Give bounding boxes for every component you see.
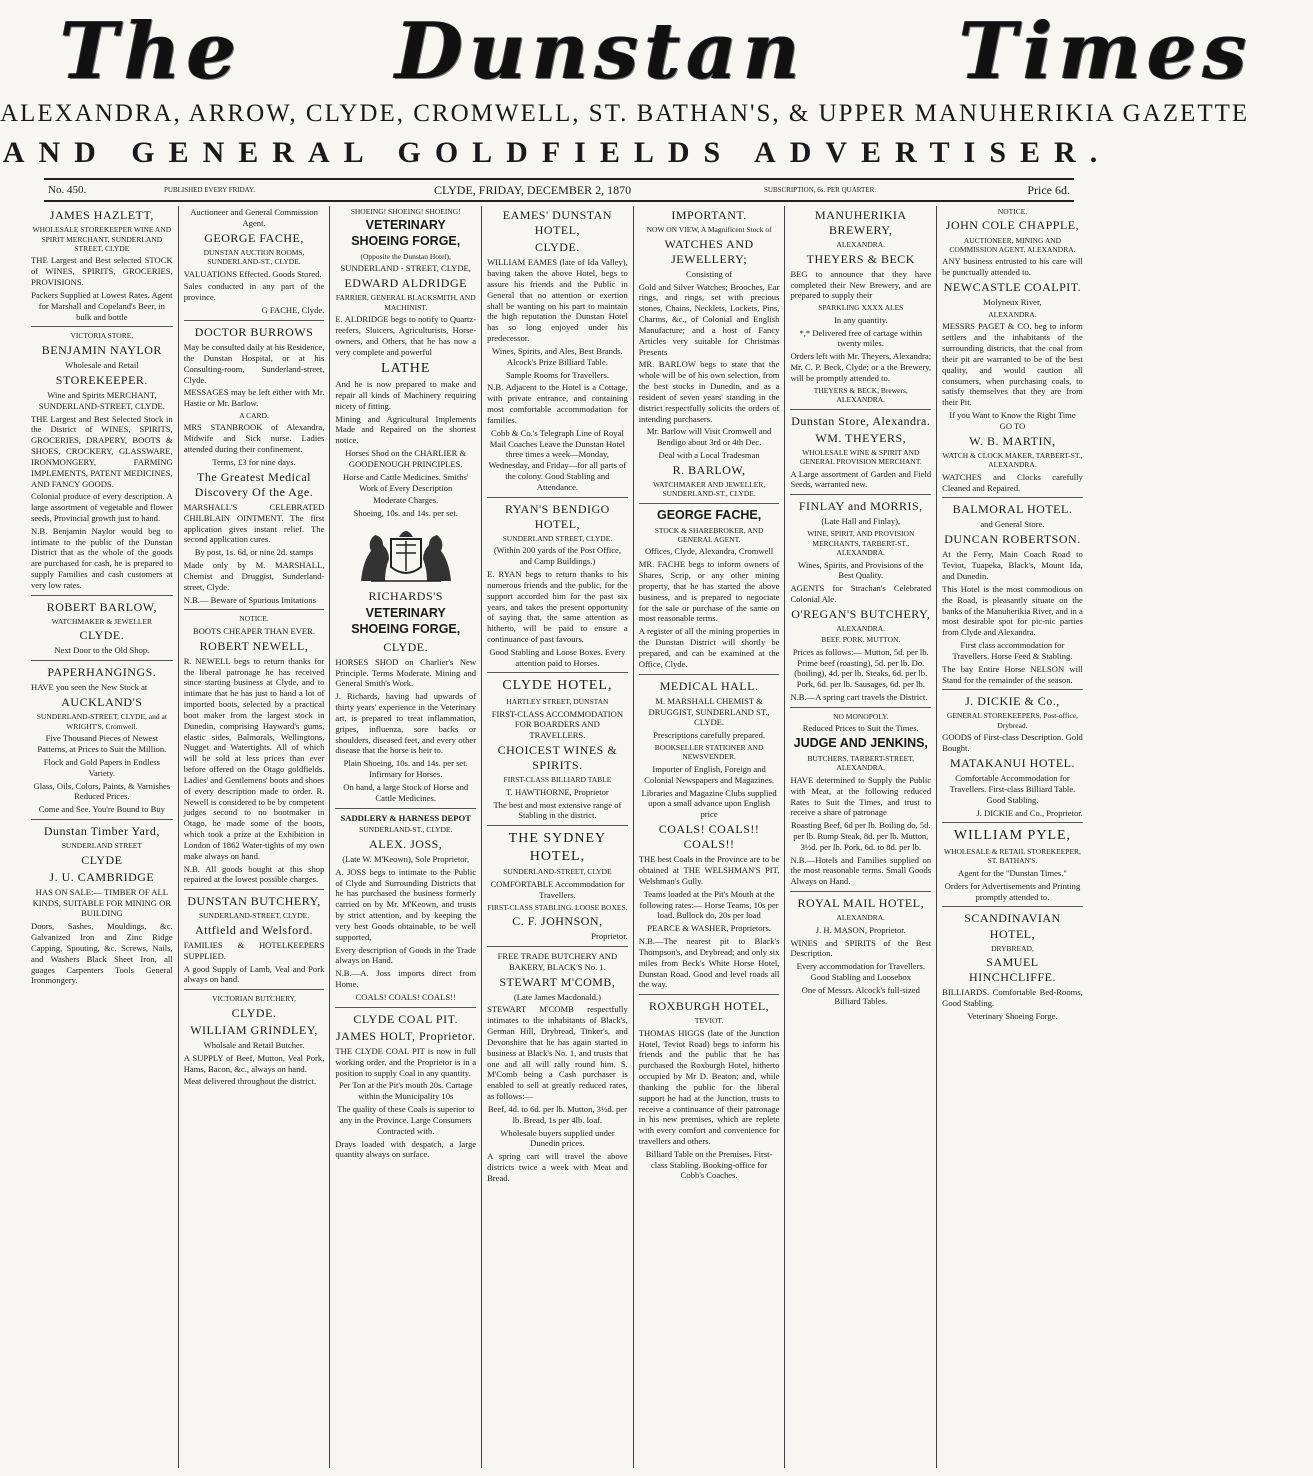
advert-text: J. Richards, having had upwards of thirty years' experience in the Veterinary art, is prepared to treat inflammation, gripes, influenza, sore backs or shoulders, diseased feet, and every other disease that the horse is heir to. [335, 691, 477, 756]
advert-text: ROBERT BARLOW, [46, 599, 157, 614]
subscription-rate: SUBSCRIPTION, 6s. PER QUARTER. [764, 186, 876, 194]
advert-text: MATAKANUI HOTEL. [949, 756, 1075, 770]
advert-text: NOW ON VIEW, A Magnificent Stock of [646, 225, 772, 235]
column-rule [184, 320, 325, 321]
advert-text: Wholsale and Retail Butcher. [203, 1039, 305, 1050]
advert-text: Per Ton at the Pit's mouth 20s. Cartage within the Municipality 10s [338, 1080, 473, 1102]
advert-text: MARSHALL'S CELEBRATED CHILBLAIN OINTMENT. The first application gives instant relief. The second application cures. [183, 502, 325, 545]
advert-text: Sample Rooms for Travellers. [505, 369, 609, 380]
advert-text: Orders left with Mr. Theyers, Alexandra; Mr. C. P. Beck, Clyde; or a the Brewery, will be promptly attended to. [790, 351, 932, 383]
advert-text: Agent for the "Dunstan Times." [957, 867, 1067, 878]
advert-text: VETERINARY SHOEING FORGE, [351, 218, 461, 249]
advert-text: Deal with a Local Tradesman [658, 450, 760, 461]
advert-text: Beef, 4d. to 6d. per lb. Mutton, 3½d. per lb. Bread, 1s per 4lb. loaf. [487, 1103, 627, 1125]
advert-text: Plain Shoeing, 10s. and 14s. per set. Infirmary for Horses. [343, 758, 468, 780]
advert-text: ALEXANDRA. [836, 240, 886, 250]
advert-text: STEWART M'COMB respectfully intimates to the inhabitants of Black's, German Hill, Drybread, Tinker's, and Devonshire that he has again started in business at Black's No. 1, and trusts that one and all will rally round him. S. M'Comb being a Cash purchaser is enabled to sell at greatly reduced rates, as follows:— [487, 1004, 628, 1102]
advert-text: Packers Supplied at Lowest Rates. Agent for Marshall and Copeland's Beer, in bulk and bottle [31, 289, 173, 322]
advert-text: SAMUEL HINCHCLIFFE. [968, 955, 1056, 985]
advert-text: Wines, Spirits, and Ales, Best Brands. Alcock's Prize Billiard Table. [492, 345, 623, 367]
advert-text: WATCH & CLOCK MAKER, TARBERT-ST., ALEXANDRA. [942, 450, 1083, 470]
advert-text: Dunstan Store, Alexandra. [791, 413, 931, 428]
advert-text: Wholesale buyers supplied under Dunedin prices. [500, 1127, 615, 1149]
advert-text: E. RYAN begs to return thanks to his numerous friends and the public, for the support accorded him for the past six years, and takes the present opportunity of saying that, the same attention as hitherto, will be paid to ensure a continuance of past favours. [487, 569, 628, 644]
advert-text: Good Stabling and Loose Boxes. Every attention paid to Horses. [489, 646, 626, 668]
advert-text: SUNDERLAND-ST., CLYDE. [359, 825, 453, 835]
advert-text: Offices, Clyde, Alexandra, Cromwell [644, 546, 774, 557]
advert-text: M. MARSHALL CHEMIST & DRUGGIST, SUNDERLAND ST., CLYDE. [648, 695, 770, 728]
advert-text: AUCTIONEER, MINING AND COMMISSION AGENT, ALEXANDRA. [949, 235, 1076, 254]
advert-text: Mr. Barlow will Visit Cromwell and Bendigo about 3rd or 4th Dec. [646, 426, 772, 448]
advert-text: WILLIAM PYLE, [953, 828, 1072, 844]
advert-text: and General Store. [980, 519, 1045, 530]
column-rule [790, 891, 931, 892]
advert-text: DOCTOR BURROWS [194, 324, 314, 339]
advert-text: WHOLESALE WINE & SPIRIT AND GENERAL PROVISION MERCHANT. [799, 447, 922, 467]
advert-text: N.B.—A spring cart travels the District. [790, 692, 928, 703]
column-rule [335, 808, 476, 809]
advert-text: Horses Shod on the CHARLIER & GOODENOUGH PRINCIPLES. [345, 448, 467, 469]
advert-text: JUDGE AND JENKINS, [793, 736, 928, 751]
advert-text: O'REGAN'S BUTCHERY, [791, 606, 931, 621]
column-rule [942, 689, 1083, 690]
advert-text: COMFORTABLE Accommodation for Travellers. [490, 878, 625, 900]
advert-text: FIRST-CLASS BILLIARD TABLE [503, 775, 612, 785]
issue-price: Price 6d. [1027, 183, 1070, 197]
column-rule [942, 497, 1083, 498]
advert-text: DUNSTAN BUTCHERY, [187, 894, 321, 909]
advert-text: Reduced Prices to Suit the Times. [802, 723, 919, 734]
advert-text: In any quantity. [833, 314, 888, 325]
advert-text: CLYDE. [79, 628, 125, 643]
advert-text: MEDICAL HALL. [659, 678, 759, 693]
advert-text: N.B. Benjamin Naylor would beg to intimate to the public of the Dunstan District that as the whole of the goods are purchased for cash, he is prepared to supply Families and cash customers at very low rates. [31, 525, 173, 590]
advert-text: GOODS of First-class Description. Gold Bought. [942, 732, 1083, 754]
advert-text: Consisting of [686, 268, 733, 279]
advert-text: (Late James Macdonald.) [513, 991, 601, 1002]
masthead-word-1: The [60, 6, 243, 97]
masthead-word-2: Dunstan [395, 6, 806, 97]
advert-text: ALEXANDRA. [836, 623, 886, 633]
column-5 [633, 206, 785, 1468]
advert-text: AUCKLAND'S [61, 695, 143, 710]
advert-text: N.B.—A. Joss imports direct from Home. [335, 968, 477, 990]
advert-text: A spring cart will travel the above districts twice a week with Meat and Bread. [487, 1151, 628, 1183]
column-4 [481, 206, 633, 1468]
advert-text: NOTICE. [239, 614, 269, 624]
advert-text: Gold and Silver Watches; Brooches, Ear rings, and rings, set with precious stones, Chains, Necklets, Lockets, Pins, Charms, &c., of Colonial and English Manufacture; and a host of Fancy Articles very suitable for Christmas Presents [638, 281, 780, 357]
column-rule [790, 494, 931, 495]
advert-text: A SUPPLY of Beef, Mutton, Veal Pork, Hams, Bacon, &c., always on hand. [183, 1052, 325, 1074]
advert-text: NOTICE. [997, 207, 1028, 216]
advert-text: WILLIAM GRINDLEY, [190, 1022, 318, 1037]
advert-text: WHOLESALE & RETAIL STOREKEEPER, ST. BATHAN'S. [944, 847, 1081, 866]
advert-text: Wine and Spirits MERCHANT, SUNDERLAND-STREET, CLYDE. [38, 389, 165, 411]
advert-text: Cobb & Co.'s Telegraph Line of Royal Mail Coaches Leave the Dunstan Hotel three times a week—Monday, Wednesday, and Friday—for all parts of the colony. Good Stabling and Attendance. [488, 427, 627, 492]
advert-text: (Late W. M'Keown), Sole Proprietor, [342, 853, 470, 864]
advert-text: NO MONOPOLY. [833, 711, 889, 721]
column-rule [184, 989, 325, 990]
advert-text: C. F. JOHNSON, [512, 913, 603, 928]
advert-text: PEARCE & WASHER, Proprietors. [647, 923, 771, 934]
column-1 [26, 206, 178, 1468]
advert-text: Glass, Oils, Colors, Paints, & Varnishes Reduced Prices. [33, 780, 171, 802]
advert-text: VICTORIAN BUTCHERY, [212, 994, 296, 1004]
advert-text: At the Ferry, Main Coach Road to Teviot, Tuapeka, Black's, Mount Ida, and Dunedin. [942, 549, 1083, 582]
advert-text: The bay Entire Horse NELSON will Stand for the remainder of the season. [942, 663, 1083, 685]
advert-text: CLYDE. [231, 1005, 277, 1020]
advert-text: BEEF. PORK. MUTTON. [821, 635, 901, 645]
advert-text: A Large assortment of Garden and Field Seeds, warranted new. [790, 468, 932, 490]
advert-text: CLYDE. [535, 240, 580, 255]
advert-text: THE Largest and Best Selected Stock in the District of WINES, SPIRITS, GROCERIES, DRAPERY, BOOTS & SHOES, CROCKERY, GLASSWARE, IRONMONGERY, FARMING IMPLEMENTS, PATENT MEDICINES, AND FANCY GOODS. [31, 413, 173, 489]
advert-text: WATCHES and Clocks carefully Cleaned and Repaired. [942, 471, 1083, 493]
column-rule [639, 503, 780, 504]
advert-text: VICTORIA STORE, [70, 331, 134, 341]
advert-text: Colonial produce of every description. A large assortment of vegetable and flower seeds, Provincial growth just to hand. [31, 491, 173, 523]
advert-text: ANY business entrusted to his care will be punctually attended to. [942, 256, 1083, 278]
advert-text: CLYDE COAL PIT. [353, 1011, 459, 1026]
masthead-word-3: Times [958, 6, 1253, 97]
masthead-subtitle-2: AND GENERAL GOLDFIELDS ADVERTISER. [2, 136, 1112, 169]
advert-text: One of Messrs. Alcock's full-sized Billiard Tables. [801, 984, 920, 1006]
advert-text: A CARD. [239, 411, 269, 421]
advert-text: Every description of Goods in the Trade always on Hand. [335, 944, 477, 966]
column-rule [487, 497, 628, 498]
advert-text: WM. THEYERS, [815, 430, 907, 445]
advert-text: R. NEWELL begs to return thanks for the liberal patronage he has received since starting business at Clyde, and to intimate that he has just to hand a lot of imported boots, selected by a practical boot maker from the largest stock in Dunedin, comprising Hayward's gums, elastic sides, Balmorals, Wellingtons, Nugget and Watertights. All of which will be sold at less prices than ever before offered on the Otago goldfields. Ladies' and Gentlemens' boots and shoes of every description made to order. R. Newell is considered to be by competent judges second to no bootmaker in Otago, he made some of the boots, which took a prize at the Exhibition in London of 1862 Water-tights of my own make always on hand. [183, 655, 325, 861]
advert-text: N.B. All goods bought at this shop repaired at the lowest possible charges. [183, 863, 325, 885]
column-rule [942, 822, 1083, 823]
advert-text: VALUATIONS Effected. Goods Stored. [183, 268, 322, 279]
advert-text: HAVE you seen the New Stock at [31, 682, 148, 693]
column-rule [184, 889, 325, 890]
advert-text: Proprietor. [591, 931, 628, 942]
column-rule [31, 660, 173, 661]
advert-text: N.B.— Beware of Spurious Imitations [183, 594, 316, 605]
advert-text: BOOTS CHEAPER THAN EVER. [192, 625, 316, 636]
advert-text: SADDLERY & HARNESS DEPOT [340, 812, 471, 823]
advert-text: Five Thousand Pieces of Newest Patterns, at Prices to Suit the Million. [37, 733, 167, 755]
advert-text: If you Want to Know the Right Time GO TO [949, 410, 1076, 431]
advertisement-columns [26, 206, 1088, 1468]
advert-text: FREE TRADE BUTCHERY AND BAKERY, BLACK'S No. 1. [497, 950, 618, 972]
advert-text: COALS! COALS!! COALS!! [658, 822, 760, 852]
advert-text: EAMES' DUNSTAN HOTEL, [502, 208, 613, 238]
advert-text: J. U. CAMBRIDGE [49, 869, 155, 884]
advert-text: Sales conducted in any part of the province. [183, 281, 325, 303]
advert-text: N.B.—Hotels and Families supplied on the most reasonable terms. Small Goods Always on Hand. [790, 854, 932, 887]
advert-text: HAVE determined to Supply the Public with Meat, at the following reduced Rates to Suit the Times, and trust to receive a share of patronage [790, 774, 932, 818]
advert-text: SHOEING! SHOEING! SHOEING! [350, 207, 461, 216]
advert-text: (Opposite the Dunstan Hotel), [360, 251, 451, 261]
advert-text: A. JOSS begs to intimate to the Public of Clyde and Surrounding Districts that he has purchased the business formerly carried on by Mr. M'Keown, and trusts by strict attention, and by keeping the very best Goods obtainable, to be well supported, [335, 866, 477, 942]
column-rule [790, 707, 931, 708]
advert-text: CHOICEST WINES & SPIRITS. [497, 743, 618, 773]
column-3 [329, 206, 481, 1468]
advert-text: ALEX. JOSS, [369, 836, 443, 851]
horse-crest-icon [351, 523, 461, 585]
advert-text: AGENTS for Strachan's Celebrated Colonial Ale. [790, 583, 932, 605]
column-rule [942, 906, 1083, 907]
advert-text: R. BARLOW, [672, 462, 746, 477]
advert-text: WATCHMAKER & JEWELLER [51, 616, 153, 626]
advert-text: FAMILIES & HOTELKEEPERS SUPPLIED. [183, 939, 325, 961]
advert-text: W. B. MARTIN, [969, 433, 1056, 448]
advert-text: DUNSTAN AUCTION ROOMS, SUNDERLAND-ST., CLYDE. [203, 247, 305, 267]
advert-text: First class accommodation for Travellers. Horse Feed & Stabling. [952, 640, 1073, 661]
advert-text: The Greatest Medical Discovery Of the Age. [194, 469, 314, 499]
advert-text: Molyneux River, [983, 297, 1042, 308]
advert-text: Wholesale and Retail [65, 359, 139, 370]
column-rule [487, 672, 628, 673]
advert-text: GEORGE FACHE, [204, 230, 304, 245]
advert-text: Orders for Advertisements and Printing promptly attended to. [944, 880, 1081, 902]
advert-text: Attfield and Welsford. [194, 922, 314, 937]
advert-text: WHOLESALE STOREKEEPER WINE AND SPIRIT MERCHANT, SUNDERLAND STREET, CLYDE [32, 225, 172, 253]
advert-text: ROYAL MAIL HOTEL, [797, 896, 925, 911]
advert-text: J. DICKIE and Co., Proprietor. [976, 807, 1083, 818]
advert-text: Shoeing, 10s. and 14s. per set. [353, 508, 458, 519]
advert-text: THOMAS HIGGS (late of the Junction Hotel, Teviot Road) begs to inform his friends and the public that he has purchased the Roxburgh Hotel, hitherto occupied by Mr D. Beaton; and, while thanking the public for the liberal support he had at the Junction, trusts to receive a continuance of their patronage in his new premises, which are replete with every comfort and convenience for travellers and others. [638, 1027, 780, 1146]
advert-text: PAPERHANGINGS. [47, 665, 157, 680]
advert-text: WILLIAM EAMES (late of Ida Valley), having taken the above Hotel, begs to assure his friends and the Public in General that no attention or exertion shall be wanting on his part to maintain the high reputation the Dunstan Hotel has so long enjoyed under his predecessor. [487, 257, 628, 344]
advert-text: STOCK & SHAREBROKER, AND GENERAL AGENT. [654, 525, 764, 545]
advert-text: BOOKSELLER STATIONER AND NEWSVENDER. [654, 742, 764, 762]
column-rule [31, 326, 173, 327]
column-rule [184, 609, 325, 610]
column-6 [784, 206, 936, 1468]
column-rule [31, 595, 173, 596]
advert-text: DUNCAN ROBERTSON. [944, 532, 1081, 547]
advert-text: Veterinary Shoeing Forge. [967, 1010, 1058, 1021]
advert-text: SUNDERLAND - STREET, CLYDE, [340, 263, 471, 274]
advert-text: Teams loaded at the Pit's Mouth at the following rates:— Horse Teams, 10s per load. Bullock do, 20s per load [639, 888, 779, 921]
advert-text: The best and most extensive range of Stabling in the district. [493, 799, 622, 821]
advert-text: THE SYDNEY HOTEL, [508, 831, 607, 864]
advert-text: SUNDERLAND STREET, CLYDE. [502, 533, 613, 543]
advert-text: The quality of these Coals is superior to any in the Province. Large Consumers Contracted with. [337, 1104, 475, 1136]
advert-text: Moderate Charges. [373, 495, 439, 506]
advert-text: Dunstan Timber Yard, [43, 823, 160, 838]
advert-text: MESSAGES may be left either with Mr. Hastie or Mr. Barlow. [183, 387, 325, 409]
advert-text: BILLIARDS. Comfortable Bed-Rooms, Good Stabling. [942, 987, 1083, 1009]
advert-text: (Late Hall and Finlay), [821, 516, 901, 527]
advert-text: J. H. MASON, Proprietor. [815, 924, 906, 935]
advert-text: SUNDERLAND-STREET, CLYDE. [198, 911, 310, 921]
advert-text: Drays loaded with despatch, a large quantity always on surface. [335, 1138, 477, 1160]
advert-text: HAS ON SALE:— TIMBER OF ALL KINDS, SUITABLE FOR MINING OR BUILDING [32, 886, 172, 919]
issue-date: CLYDE, FRIDAY, DECEMBER 2, 1870 [434, 183, 632, 197]
advert-text: THEYERS & BECK [806, 251, 915, 266]
advert-text: Horse and Cattle Medicines. Smiths' Work of Every Description [343, 471, 469, 493]
advert-text: THE best Coals in the Province are to be obtained at THE WELSHMAN'S PIT, Welshman's Gully. [638, 854, 780, 886]
advert-text: FINLAY and MORRIS, [798, 499, 923, 514]
advert-text: JAMES HAZLETT, [49, 208, 154, 222]
advert-text: Terms, £3 for nine days. [212, 456, 296, 467]
column-2 [178, 206, 330, 1468]
advert-text: DRYBREAD, [991, 943, 1034, 953]
advert-text: TEVIOT. [694, 1016, 724, 1026]
advert-text: Come and See. You're Bound to Buy [38, 804, 165, 815]
advert-text: ALEXANDRA. [988, 310, 1037, 320]
advert-text: NEWCASTLE COALPIT. [943, 280, 1082, 295]
advert-text: LATHE [381, 360, 431, 376]
advert-text: E. ALDRIDGE begs to notify to Quartz-reefers, Sluicers, Agriculturists, Horse-owners, and Others, that he has now a very complete and powerful [335, 314, 477, 357]
advert-text: CLYDE [81, 852, 123, 867]
advert-text: ROBERT NEWELL, [199, 638, 309, 653]
column-rule [790, 409, 931, 410]
advert-text: JOHN COLE CHAPPLE, [945, 218, 1080, 233]
advert-text: Next Door to the Old Shop. [54, 645, 150, 656]
advert-text: Libraries and Magazine Clubs supplied upon a small advance upon English price [641, 787, 777, 820]
advert-text: A good Supply of Lamb, Veal and Pork always on hand. [183, 963, 325, 985]
advert-text: JAMES HOLT, Proprietor. [335, 1028, 476, 1043]
advert-text: FARRIER, GENERAL BLACKSMITH, AND MACHINIST. [335, 293, 476, 312]
advert-text: G FACHE, Clyde. [261, 305, 325, 316]
column-rule [639, 674, 780, 675]
advert-text: EDWARD ALDRIDGE [344, 276, 467, 291]
advert-text: Importer of English, Foreign and Colonial Newspapers and Magazines. [644, 763, 774, 785]
advert-text: WATCHMAKER AND JEWELLER, SUNDERLAND-ST., CLYDE. [652, 479, 766, 499]
advert-text: BEG to announce that they have completed their New Brewery, and are prepared to supply their [790, 268, 932, 301]
advert-text: STOREKEEPER. [55, 372, 148, 387]
advert-text: IMPORTANT. [671, 208, 747, 222]
advert-text: Comfortable Accommodation for Travellers. First-class Billiard Table. Good Stabling. [949, 773, 1076, 805]
advert-text: Made only by M. MARSHALL, Chemist and Druggist, Sunderland-street, Clyde. [183, 560, 325, 592]
advert-text: Auctioneer and General Commission Agent. [190, 207, 318, 228]
advert-text: HARTLEY STREET, DUNSTAN [506, 697, 609, 707]
advert-text: BENJAMIN NAYLOR [41, 342, 162, 357]
advert-text: HORSES SHOD on Charlier's New Principle. Terms Moderate. Mining and General Smith's Work. [335, 656, 477, 689]
column-rule [487, 946, 628, 947]
advert-text: WINES and SPIRITS of the Best Description. [790, 937, 932, 959]
advert-text: STEWART M'COMB, [499, 974, 616, 989]
advert-text: Every accommodation for Travellers. Good Stabling and Loosebox [796, 961, 925, 982]
advert-text: WINE, SPIRIT, AND PROVISION MERCHANTS, TARBERT-ST., ALEXANDRA. [807, 529, 915, 558]
advert-text: VETERINARY SHOEING FORGE, [351, 606, 461, 636]
column-rule [335, 1007, 476, 1008]
advert-text: BUTCHERS, TARBERT-STREET, ALEXANDRA, [807, 753, 915, 773]
advert-text: ALEXANDRA. [836, 913, 886, 923]
advert-text: RYAN'S BENDIGO HOTEL, [504, 501, 610, 531]
advert-text: GENERAL STOREKEEPERS, Post-office, Drybread. [946, 711, 1079, 730]
column-rule [639, 994, 780, 995]
advert-text: N.B. Adjacent to the Hotel is a Cottage, with private entrance, and containing most comfortable accommodation for families. [487, 382, 628, 425]
advert-text: MRS STANBROOK of Alexandra, Midwife and Sick nurse. Ladies attended during their confinement. [183, 422, 325, 455]
advert-text: THEYERS & BECK, Brewers, ALEXANDRA. [813, 385, 908, 405]
advert-text: Prices as follows:— Mutton, 5d. per lb. Prime beef (roasting), 5d. per lb. Do. (boiling), 4d. per lb. Steaks, 6d. per lb. Pork, 6d. per lb. Sausages, 6d. per lb. [792, 646, 929, 690]
issue-number: No. 450. [48, 184, 87, 196]
advert-text: Flock and Gold Papers in Endless Variety. [43, 756, 160, 778]
column-rule [31, 819, 173, 820]
advert-text: SUNDERLAND STREET [61, 841, 142, 851]
advert-text: THE Largest and Best selected STOCK of WINES, SPIRITS, GROCERIES, PROVISIONS. [31, 255, 173, 288]
advert-text: By post, 1s. 6d, or nine 2d. stamps [194, 547, 314, 558]
advert-text: SPARKLING XXXX ALES [818, 303, 904, 313]
advert-text: Prescriptions carefully prepared. [653, 730, 766, 741]
advert-text: N.B.—The nearest pit to Black's Thompson's, and Drybread; and only six miles from Beck's White Horse Hotel, Dunstan Road. Good and level roads all the way. [638, 936, 780, 990]
advert-text: FIRST-CLASS STABLING. LOOSE BOXES. [487, 902, 628, 912]
advert-text: SCANDINAVIAN HOTEL, [964, 911, 1061, 941]
advert-text: FIRST-CLASS ACCOMMODATION FOR BOARDERS AND TRAVELLERS. [491, 708, 624, 741]
advert-text: Doors, Sashes, Mouldings, &c. Galvanized Iron and Zinc Ridge Capping, Spouting, &c. Screws, Nails, and Washers Black Sheet Iron, all guages Carpenters Tools General Ironmongery. [31, 921, 173, 986]
advert-text: A register of all the mining properties in the Dunstan District will shortly be prepared, and can be examined at the Office, Clyde. [638, 626, 780, 669]
advert-text: WATCHES AND JEWELLERY; [664, 236, 754, 266]
advert-text: Meat delivered throughout the district. [183, 1076, 317, 1087]
advert-text: THE CLYDE COAL PIT is now in full working order, and the Proprietor is in a position to supply Coal in any quantity. [335, 1045, 477, 1078]
advert-text: MESSRS PAGET & CO. beg to inform settlers and the inhabitants of the surrounding districts, that the coal from their pit are warranted to be of the best quality, and would caution all consumers, when purchasing coals, to satisfy themselves that they are from their Pit. [942, 321, 1083, 408]
advert-text: This Hotel is the most commodious on the Road, is pleasantly situate on the banks of the Manuherikia River, and in a most desirable spot for pic-nic parties from Clyde and Alexandra. [942, 583, 1083, 638]
advert-text: And he is now prepared to make and repair all kinds of Machinery requiring nicety of fitting. [335, 379, 477, 411]
advert-text: RICHARDS'S [368, 589, 443, 604]
advert-text: Wines, Spirits, and Provisions of the Best Quality. [798, 559, 924, 581]
advert-text: GEORGE FACHE, [657, 507, 762, 522]
advert-text: SUNDERLAND-STREET, CLYDE, and at WRIGHT'S, Cromwell. [36, 712, 167, 731]
column-7 [936, 206, 1088, 1468]
advert-text: MR. FACHE begs to inform owners of Shares, Scrip, or any other mining property, that he has started the above business, and is prepared to negociate for the sale or purchase of the same on most reasonable terms. [638, 559, 780, 624]
masthead-subtitle-1: ALEXANDRA, ARROW, CLYDE, CROMWELL, ST. BATHAN'S, & UPPER MANUHERIKIA GAZETTE [0, 100, 1250, 127]
advert-text: CLYDE HOTEL, [502, 678, 613, 694]
advert-text: Roasting Beef, 6d per lb. Boiling do, 5d. per lb. Rump Steak, 8d. per lb. Mutton, 3½d. per lb. Pork, 6d. to 8d. per lb. [790, 820, 931, 852]
publication-frequency: PUBLISHED EVERY FRIDAY. [164, 186, 255, 194]
dateline [44, 178, 1074, 202]
advert-text: On hand, a large Stock of Horse and Cattle Medicines. [343, 781, 469, 803]
advert-text: J. DICKIE & Co., [965, 694, 1060, 709]
column-rule [487, 825, 628, 826]
advert-text: ROXBURGH HOTEL, [649, 999, 770, 1014]
advert-text: SUNDERLAND-STREET, CLYDE [503, 867, 612, 877]
advert-text: MANUHERIKIA BREWERY, [815, 208, 907, 238]
masthead-title [0, 6, 1253, 97]
advert-text: *,* Delivered free of cartage within twenty miles. [799, 327, 923, 349]
advert-text: COALS! COALS! COALS!! [355, 991, 456, 1002]
advert-text: T. HAWTHORNE, Proprietor [506, 786, 609, 797]
advert-text: BALMORAL HOTEL. [952, 502, 1073, 517]
advert-text: Billiard Table on the Premises. First-class Stabling. Booking-office for Cobb's Coaches. [645, 1148, 773, 1181]
advert-text: Mining and Agricultural Implements Made and Repaired on the shortest notice. [335, 413, 477, 446]
advert-text: CLYDE. [383, 639, 429, 654]
advert-text: MR. BARLOW begs to state that the whole will be of his own selection, from the best stocks in Dunedin, and as a resident of seven years' standing in the district respectfully solicits the orders of intending purchasers. [638, 359, 780, 424]
advert-text: May be consulted daily at his Residence, the Dunstan Hospital, or at his Consulting-room, Sunderland-street, Clyde. [183, 342, 325, 385]
advert-text: (Within 200 yards of the Post Office, and Camp Buildings.) [493, 545, 621, 567]
